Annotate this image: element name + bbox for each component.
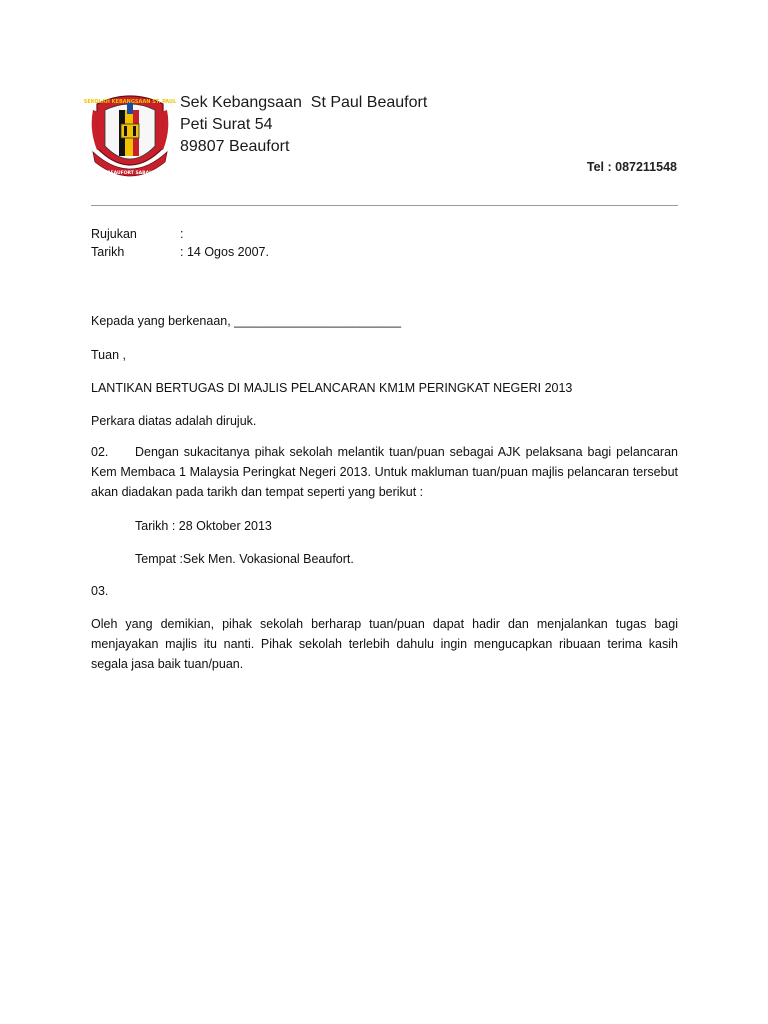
header-divider <box>91 205 678 206</box>
subject-line: LANTIKAN BERTUGAS DI MAJLIS PELANCARAN KM1M PERINGKAT NEGERI 2013 <box>91 381 573 395</box>
reference-line: Perkara diatas adalah dirujuk. <box>91 414 257 428</box>
rujukan-value: : <box>180 227 184 241</box>
tarikh-value: : 14 Ogos 2007. <box>180 245 269 259</box>
school-name: Sek Kebangsaan St Paul Beaufort <box>180 94 428 111</box>
rujukan-label: Rujukan <box>91 227 137 241</box>
paragraph-03-number: 03. <box>91 584 109 598</box>
logo-bottom-text: BEAUFORT SABAH <box>107 171 153 176</box>
salutation: Tuan , <box>91 348 126 362</box>
postcode-city: 89807 Beaufort <box>180 138 290 155</box>
school-crest-logo <box>83 90 177 182</box>
recipient-line: Kepada yang berkenaan, ________________________ <box>91 314 402 328</box>
telephone: Tel : 087211548 <box>586 160 677 174</box>
tarikh-label: Tarikh <box>91 245 125 259</box>
paragraph-02-text: Dengan sukacitanya pihak sekolah melantik tuan/puan sebagai AJK pelaksana bagi pelancaran Kem Membaca 1 Malaysia Peringkat Negeri 2013. Untuk makluman tuan/puan majlis pelancaran tersebut akan diadakan pada tarikh dan tempat seperti yang berikut : <box>91 445 678 499</box>
school-address <box>180 92 427 158</box>
paragraph-02 <box>91 442 678 502</box>
letter-meta <box>91 225 269 261</box>
event-place: Tempat :Sek Men. Vokasional Beaufort. <box>135 552 354 566</box>
paragraph-03-text: Oleh yang demikian, pihak sekolah berharap tuan/puan dapat hadir dan menjalankan tugas bagi menjayakan majlis itu nanti. Pihak sekolah terlebih dahulu ingin mengucapkan ribuaan terima kasih segala jasa baik tuan/puan. <box>91 617 678 671</box>
event-date: Tarikh : 28 Oktober 2013 <box>135 519 272 533</box>
po-box: Peti Surat 54 <box>180 116 273 133</box>
logo-top-text: SEKOLAH KEBANGSAAN ST. PAUL <box>83 99 177 105</box>
paragraph-02-number: 02. <box>91 445 109 459</box>
